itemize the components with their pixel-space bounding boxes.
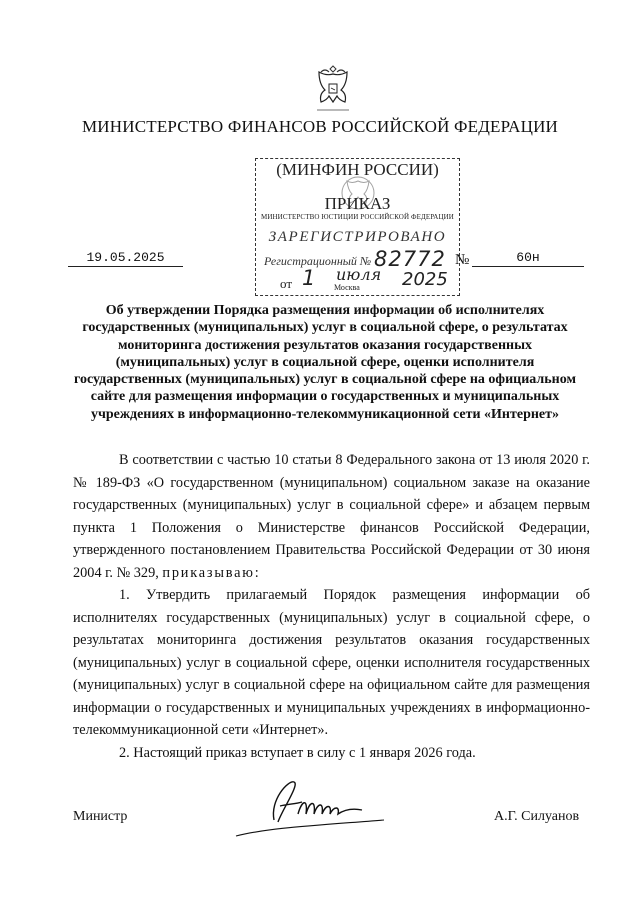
- ministry-name: МИНИСТЕРСТВО ФИНАНСОВ РОССИЙСКОЙ ФЕДЕРАЦИИ: [81, 117, 559, 136]
- stamp-from: от: [280, 276, 293, 291]
- stamp-registered: ЗАРЕГИСТРИРОВАНО: [268, 229, 447, 245]
- number-underline: [472, 266, 584, 267]
- preamble-text: В соответствии с частью 10 статьи 8 Федерального закона от 13 июля 2020 г. № 189-ФЗ «О государственном (муниципальном) социальном заказе на оказание государственных (муниципальных) услуг в социальной сфере» и абзацем первым пункта 1 Положения о Министерстве финансов Российской Федерации, утвержденного постановлением Правительства Российской Федерации от 30 июня 2004 г. № 329,: [73, 452, 590, 581]
- item-1-paragraph: 1. Утвердить прилагаемый Порядок размещения информации об исполнителях государственных (муниципальных) услуг в социальной сфере, о результатах мониторинга достижения результатов оказания государственных (муниципальных) услуг в социальной сфере, оценки исполнителя государственных (муниципальных) услуг в социальной сфере на официальном сайте для размещения информации о государственных и муниципальных учреждениях в информационно-телекоммуникационной сети «Интернет».: [73, 587, 590, 738]
- coat-of-arms-icon: [313, 62, 353, 114]
- handwritten-signature: [228, 770, 388, 842]
- date-underline: [68, 266, 183, 267]
- stamp-city: Москва: [334, 283, 360, 292]
- order-number: 60н: [516, 250, 540, 265]
- document-body: [73, 449, 590, 764]
- registration-stamp: [255, 158, 460, 296]
- stamp-year: 2025: [402, 269, 448, 290]
- number-sign: №: [455, 252, 470, 268]
- signatory-title: Министр: [73, 809, 128, 824]
- stamp-reg-label: Регистрационный №: [264, 254, 372, 268]
- stamp-doc-type: ПРИКАЗ: [324, 194, 391, 213]
- stamp-day: 1: [302, 266, 316, 290]
- stamp-justice: МИНИСТЕРСТВО ЮСТИЦИИ РОССИЙСКОЙ ФЕДЕРАЦИИ: [261, 213, 454, 221]
- stamp-ministry: (МИНФИН РОССИИ): [276, 160, 439, 179]
- stamp-reg-number: 82772: [374, 247, 446, 271]
- item-2-paragraph: 2. Настоящий приказ вступает в силу с 1 января 2026 года.: [119, 744, 476, 761]
- signatory-name: А.Г. Силуанов: [494, 809, 580, 824]
- stamp-month: июля: [336, 265, 382, 284]
- preamble-paragraph: [73, 449, 590, 584]
- document-title: Об утверждении Порядка размещения информации об исполнителях государственных (муниципальных) услуг в социальной сфере, о результатах мониторинга достижения результатов оказания государственных (муниципальных) услуг в социальной сфере, оценки исполнителя государственных (муниципальных) услуг в социальной сфере на официальном сайте для размещения информации о государственных и муниципальных учреждениях в информационно-телекоммуникационной сети «Интернет»: [73, 303, 577, 422]
- prikazyvayu-text: приказываю:: [162, 564, 261, 581]
- order-date: 19.05.2025: [86, 250, 165, 265]
